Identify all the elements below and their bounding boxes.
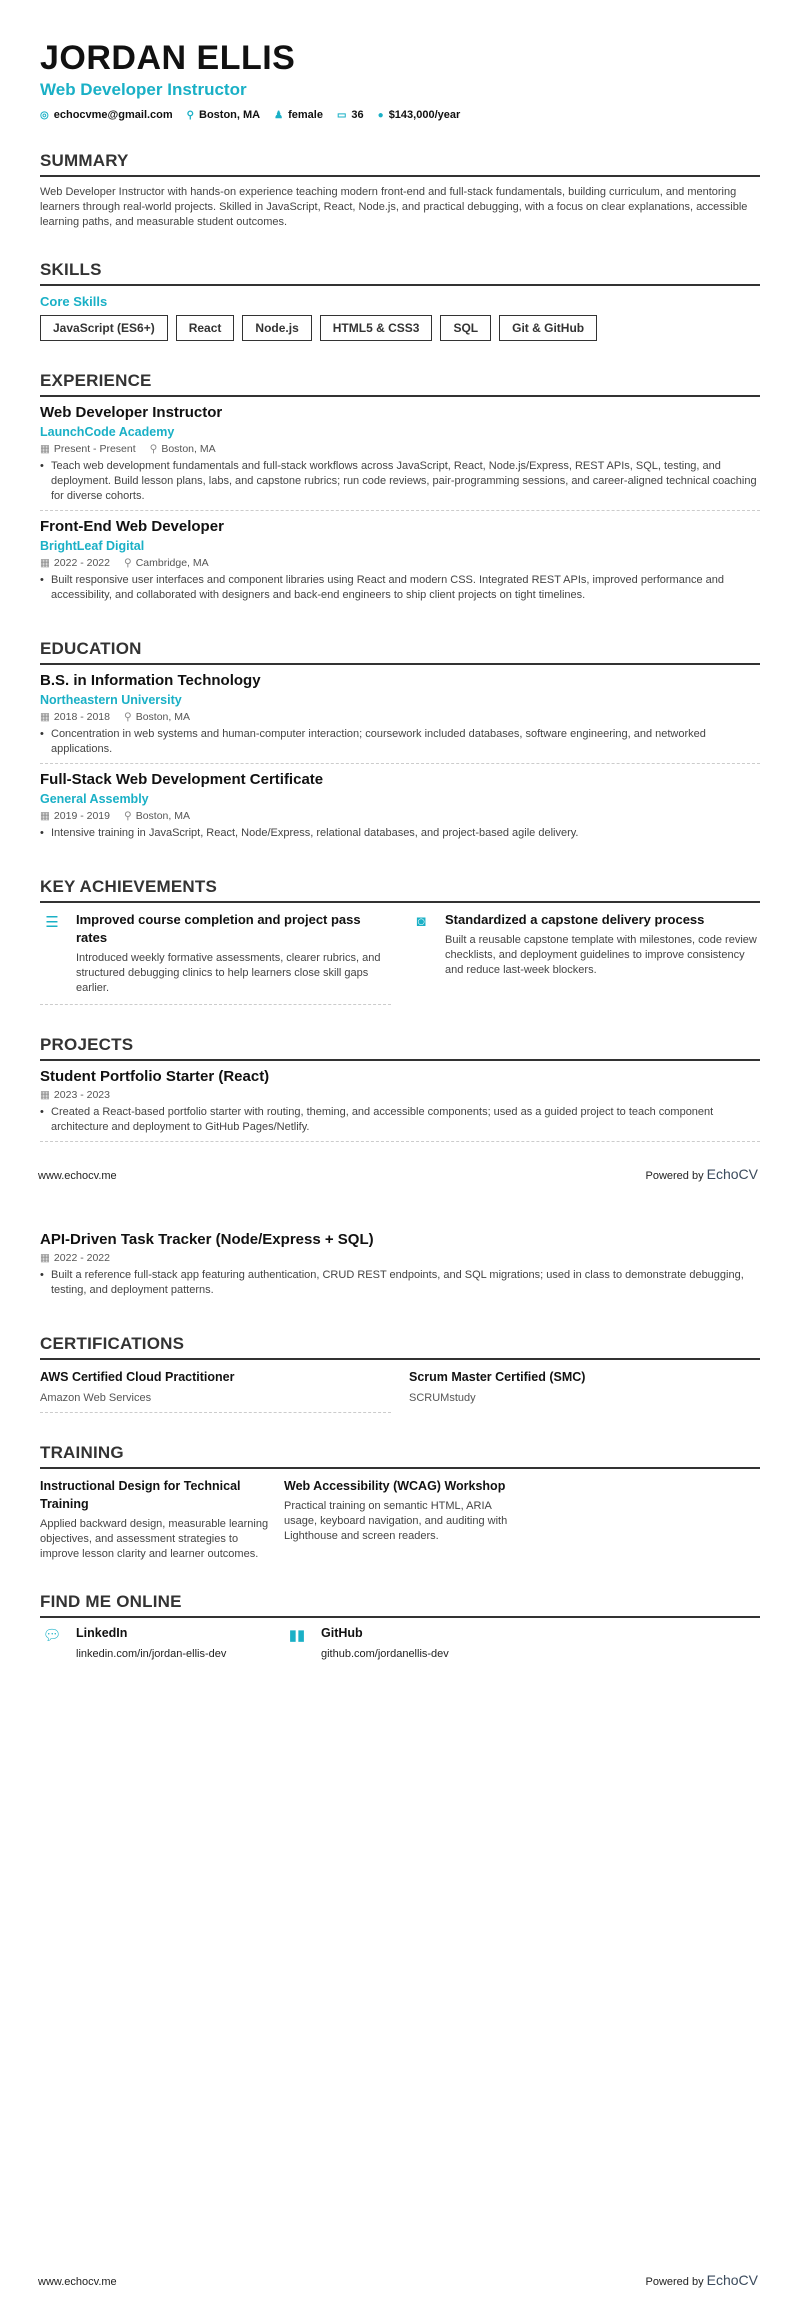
cert-issuer: Amazon Web Services [40, 1392, 152, 1404]
dates: 2022 - 2022 [53, 557, 110, 569]
achievement-title: Standardized a capstone delivery process [445, 912, 705, 927]
experience-item [40, 511, 760, 609]
achievement-item [40, 911, 391, 1005]
dates: 2018 - 2018 [53, 711, 110, 723]
salary-icon: ● [377, 110, 384, 121]
calendar-icon: ▦ [40, 711, 50, 723]
certifications-section [40, 1334, 760, 1413]
location-icon: ⚲ [186, 110, 194, 121]
training-title: Web Accessibility (WCAG) Workshop [284, 1479, 506, 1493]
location-icon: ⚲ [123, 711, 132, 723]
powered-label: Powered by [645, 2276, 704, 2288]
dates: 2023 - 2023 [53, 1089, 110, 1101]
location: Boston, MA [135, 810, 190, 822]
footer-site-link[interactable]: www.echocv.me [38, 2276, 117, 2288]
education-section [40, 639, 760, 847]
achievement-item [409, 911, 760, 1005]
company-name: BrightLeaf Digital [40, 539, 145, 553]
training-text: Applied backward design, measurable learning objectives, and assessment strategies to improve lesson clarity and learner outcomes. [40, 1518, 269, 1560]
section-heading: KEY ACHIEVEMENTS [40, 877, 760, 903]
online-label: GitHub [321, 1626, 363, 1640]
experience-section [40, 371, 760, 609]
bullet: • Built a reference full-stack app featuring authentication, CRUD REST endpoints, and SQL migrations; used in class to demonstrate debugging, testing, and deployment patterns. [40, 1268, 760, 1298]
skill-tags [40, 315, 760, 341]
section-heading: EXPERIENCE [40, 371, 760, 397]
contact-text: $143,000/year [388, 109, 461, 121]
contact-salary [378, 109, 461, 121]
summary-text: Web Developer Instructor with hands-on experience teaching modern front-end and full-stack fundamentals, building curriculum, and mentoring learners through real-world projects. Skilled in JavaScript, React, Node.js, and practical debugging, with a focus on clear explanations, accessible learning paths, and measurable student outcomes. [40, 186, 748, 228]
bullet: • Built responsive user interfaces and component libraries using React and modern CSS. Integrated REST APIs, improved performance and accessibility, and collaborated with designers and back-end engineers to ship client projects on tight timelines. [40, 573, 760, 603]
footer-site-link[interactable]: www.echocv.me [38, 1170, 117, 1182]
achievements-section [40, 877, 760, 1005]
company-name: LaunchCode Academy [40, 425, 175, 439]
training-text: Practical training on semantic HTML, ARIA usage, keyboard navigation, and auditing with Lighthouse and screen readers. [284, 1500, 508, 1542]
location-icon: ⚲ [123, 557, 132, 569]
calendar-icon: ▭ [336, 110, 347, 121]
training-item [40, 1477, 270, 1562]
bullet: • Concentration in web systems and human-computer interaction; coursework included databases, software engineering, and networked applications. [40, 727, 760, 757]
location: Cambridge, MA [135, 557, 209, 569]
achievement-title: Improved course completion and project pass rates [76, 912, 361, 945]
person-icon: ♟ [274, 110, 284, 121]
github-icon: ▮▮ [288, 1627, 306, 1644]
section-heading: TRAINING [40, 1443, 760, 1469]
email-icon: ◎ [40, 110, 49, 121]
contact-text: female [288, 109, 323, 121]
skill-tag: React [176, 315, 235, 341]
footer-powered-by [645, 1166, 758, 1182]
bullet: • Created a React-based portfolio starter with routing, theming, and accessible components; used as a guided project to teach component architecture and deployment to GitHub Pages/Netlify. [40, 1105, 760, 1135]
project-title: API-Driven Task Tracker (Node/Express + SQL) [40, 1231, 374, 1248]
project-item [40, 1230, 760, 1304]
school-name: General Assembly [40, 792, 149, 806]
location: Boston, MA [135, 711, 190, 723]
certification-item [409, 1368, 760, 1413]
section-heading: PROJECTS [40, 1035, 760, 1061]
certification-item [40, 1368, 391, 1413]
skill-tag: Node.js [242, 315, 311, 341]
online-item-linkedin[interactable] [40, 1626, 285, 1660]
calendar-icon: ▦ [40, 1252, 50, 1264]
online-section [40, 1592, 760, 1660]
training-item [284, 1477, 514, 1562]
experience-item [40, 397, 760, 511]
job-title: Front-End Web Developer [40, 518, 224, 535]
calendar-icon: ▦ [40, 810, 50, 822]
dates: 2019 - 2019 [53, 810, 110, 822]
skill-tag: HTML5 & CSS3 [320, 315, 433, 341]
skill-tag: JavaScript (ES6+) [40, 315, 168, 341]
achievement-text: Built a reusable capstone template with milestones, code review checklists, and deployment guidelines to improve consistency and reduce last-week blockers. [445, 934, 757, 976]
contact-gender [274, 109, 323, 121]
calendar-icon: ▦ [40, 443, 50, 455]
job-title: Web Developer Instructor [40, 404, 223, 421]
page-footer [38, 2248, 758, 2306]
contact-bar [40, 109, 760, 121]
calendar-icon: ▦ [40, 557, 50, 569]
project-item [40, 1061, 760, 1142]
section-heading: CERTIFICATIONS [40, 1334, 760, 1360]
bullet: • Intensive training in JavaScript, React, Node/Express, relational databases, and project-based agile delivery. [40, 826, 760, 841]
contact-text: Boston, MA [199, 109, 261, 121]
contact-location [187, 109, 260, 121]
degree-title: B.S. in Information Technology [40, 672, 261, 689]
section-heading: SUMMARY [40, 151, 760, 177]
candidate-title: Web Developer Instructor [40, 80, 247, 99]
brand-logo: EchoCV [706, 1166, 758, 1182]
training-section [40, 1443, 760, 1562]
list-icon: ☰ [45, 914, 59, 931]
skill-tag: Git & GitHub [499, 315, 597, 341]
location-icon: ⚲ [149, 443, 158, 455]
location: Boston, MA [161, 443, 216, 455]
candidate-name: JORDAN ELLIS [40, 39, 296, 77]
cert-title: Scrum Master Certified (SMC) [409, 1370, 586, 1384]
dates: Present - Present [53, 443, 136, 455]
page-2 [0, 1200, 794, 2306]
online-url[interactable]: linkedin.com/in/jordan-ellis-dev [76, 1648, 227, 1660]
project-title: Student Portfolio Starter (React) [40, 1068, 270, 1085]
brand-logo: EchoCV [706, 2272, 758, 2288]
bullet: • Teach web development fundamentals and full-stack workflows across JavaScript, React, Node.js/Express, REST APIs, SQL, testing, and deployment. Build lesson plans, labs, and capstone rubrics; run code reviews, pair-programming sessions, and career-aligned technical coaching for diverse cohorts. [40, 459, 760, 504]
cert-issuer: SCRUMstudy [409, 1392, 476, 1404]
projects-section [40, 1035, 760, 1142]
skill-tag: SQL [440, 315, 491, 341]
calendar-icon: ▦ [40, 1089, 50, 1101]
online-item-github[interactable] [285, 1626, 530, 1660]
skill-group-title: Core Skills [40, 294, 108, 309]
contact-text: echocvme@gmail.com [53, 109, 173, 121]
cert-title: AWS Certified Cloud Practitioner [40, 1370, 235, 1384]
dates: 2022 - 2022 [53, 1252, 110, 1264]
linkedin-icon: 💬︎ [42, 1627, 62, 1644]
section-heading: EDUCATION [40, 639, 760, 665]
education-item [40, 665, 760, 764]
education-item [40, 764, 760, 847]
camera-icon: ◙ [416, 913, 426, 930]
section-heading: SKILLS [40, 260, 760, 286]
online-url[interactable]: github.com/jordanellis-dev [321, 1648, 449, 1660]
online-label: LinkedIn [76, 1626, 128, 1640]
degree-title: Full-Stack Web Development Certificate [40, 771, 324, 788]
training-title: Instructional Design for Technical Training [40, 1479, 241, 1511]
contact-email[interactable] [40, 109, 173, 121]
location-icon: ⚲ [123, 810, 132, 822]
skills-section [40, 260, 760, 341]
contact-text: 36 [351, 109, 364, 121]
page-footer [38, 1142, 758, 1200]
section-heading: FIND ME ONLINE [40, 1592, 760, 1618]
summary-section [40, 151, 760, 230]
school-name: Northeastern University [40, 693, 182, 707]
footer-powered-by [645, 2272, 758, 2288]
powered-label: Powered by [645, 1170, 704, 1182]
achievement-text: Introduced weekly formative assessments, clearer rubrics, and structured debugging clinics to help learners close skill gaps earlier. [76, 952, 381, 994]
contact-age [337, 109, 364, 121]
